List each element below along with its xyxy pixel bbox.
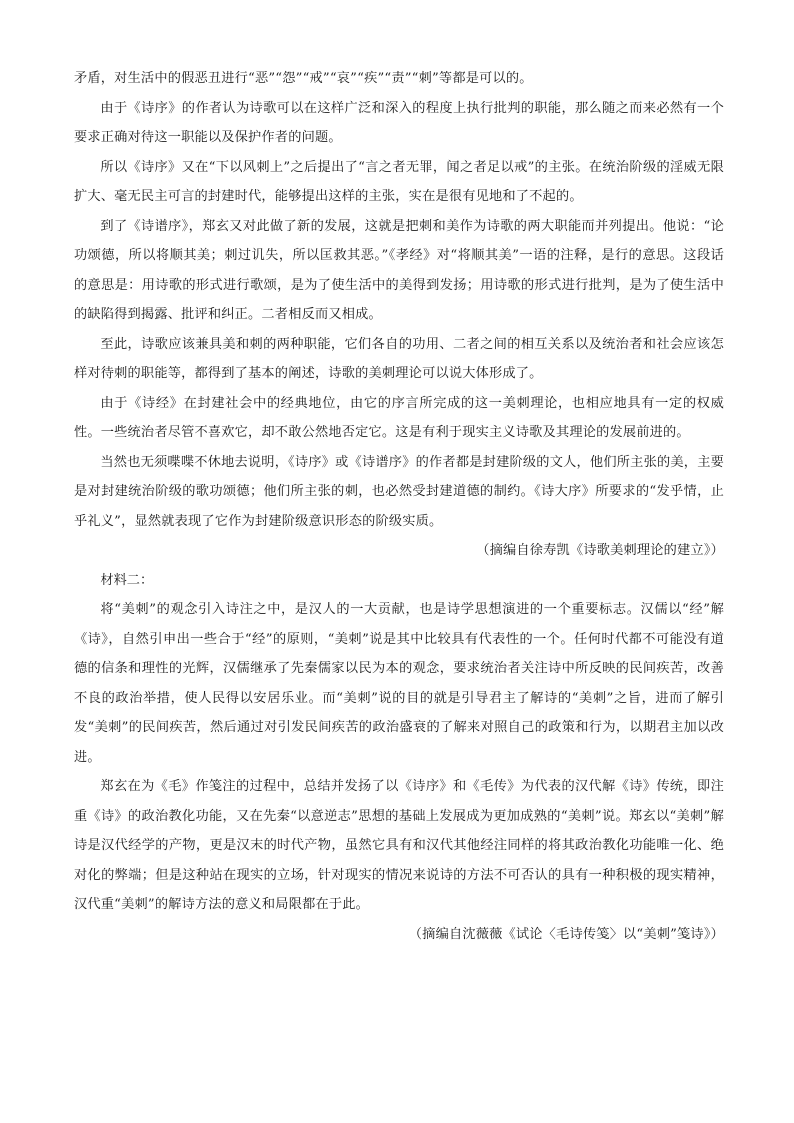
paragraph: 由于《诗序》的作者认为诗歌可以在这样广泛和深入的程度上执行批判的职能，那么随之而来必然有一个要求正确对待这一职能以及保护作者的问题。	[74, 100, 724, 145]
paragraph: 到了《诗谱序》，郑玄又对此做了新的发展，这就是把刺和美作为诗歌的两大职能而并列提出。他说：“论功颂德，所以将顺其美；刺过讥失，所以匡救其恶。”《孝经》对“将顺其美”一语的注释，是行的意思。这段话的意思是：用诗歌的形式进行歌颂，是为了使生活中的美得到发扬；用诗歌的形式进行批判，是为了使生活中的缺陷得到揭露、批评和纠正。二者相反而又相成。	[74, 218, 724, 322]
paragraph: 至此，诗歌应该兼具美和刺的两种职能，它们各自的功用、二者之间的相互关系以及统治者和社会应该怎样对待刺的职能等，都得到了基本的阐述，诗歌的美刺理论可以说大体形成了。	[74, 336, 724, 381]
paragraph: 由于《诗经》在封建社会中的经典地位，由它的序言所完成的这一美刺理论，也相应地具有一定的权威性。一些统治者尽管不喜欢它，却不敢公然地否定它。这是有利于现实主义诗歌及其理论的发展前进的。	[74, 395, 724, 440]
document-page	[74, 64, 724, 949]
paragraph: 当然也无须喋喋不休地去说明，《诗序》或《诗谱序》的作者都是封建阶级的文人，他们所主张的美，主要是对封建统治阶级的歌功颂德；他们所主张的刺，也必然受封建道德的制约。《诗大序》所要求的“发乎情，止乎礼义”，显然就表现了它作为封建阶级意识形态的阶级实质。	[74, 454, 724, 529]
source-citation: （摘编自徐寿凯《诗歌美刺理论的建立》）	[476, 543, 724, 558]
paragraph: 将“美刺”的观念引入诗注之中，是汉人的一大贡献，也是诗学思想演进的一个重要标志。汉儒以“经”解《诗》，自然引申出一些合于“经”的原则，“美刺”说是其中比较具有代表性的一个。任何时代都不可能没有道德的信条和理性的光辉，汉儒继承了先秦儒家以民为本的观念，要求统治者关注诗中所反映的民间疾苦，改善不良的政治举措，使人民得以安居乐业。而“美刺”说的目的就是引导君主了解诗的“美刺”之旨，进而了解引发“美刺”的民间疾苦，然后通过对引发民间疾苦的政治盛衰的了解来对照自己的政策和行为，以期君主加以改进。	[74, 602, 724, 765]
paragraph: 郑玄在为《毛》作笺注的过程中，总结并发扬了以《诗序》和《毛传》为代表的汉代解《诗》传统，即注重《诗》的政治教化功能，又在先秦“以意逆志”思想的基础上发展成为更加成熟的“美刺”说。郑玄以“美刺”解诗是汉代经学的产物，更是汉末的时代产物，虽然它具有和汉代其他经注同样的将其政治教化功能唯一化、绝对化的弊端；但是这种站在现实的立场，针对现实的情况来说诗的方法不可否认的具有一种积极的现实精神，汉代重“美刺”的解诗方法的意义和局限都在于此。	[74, 779, 724, 912]
material-heading: 材料二：	[100, 572, 154, 588]
source-citation: （摘编自沈薇薇《试论〈毛诗传笺〉以“美刺”笺诗》）	[408, 926, 724, 942]
paragraph: 所以《诗序》又在“下以风刺上”之后提出了“言之者无罪，闻之者足以戒”的主张。在统治阶级的淫威无限扩大、毫无民主可言的封建时代，能够提出这样的主张，实在是很有见地和了不起的。	[74, 159, 724, 204]
paragraph-continued: 矛盾，对生活中的假恶丑进行“恶”“怨”“戒”“哀”“疾”“责”“刺”等都是可以的。	[74, 71, 533, 86]
